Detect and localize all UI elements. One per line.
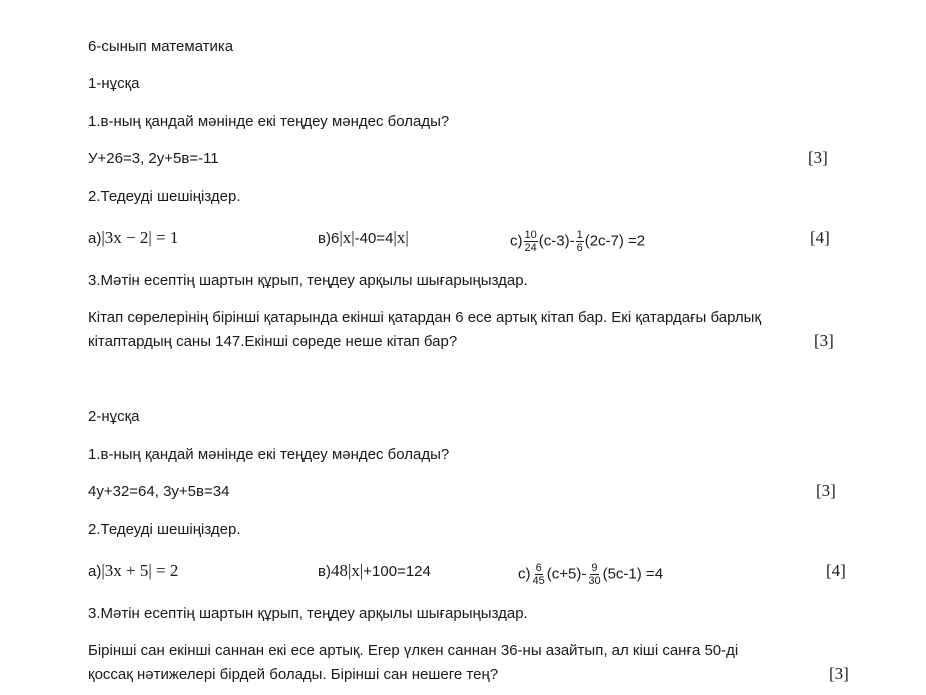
v1-q2-c-middle: (с-3)- (538, 232, 575, 250)
v2-q2-part-b (318, 562, 431, 581)
v1-question-1: 1.в-ның қандай мәнінде екі теңдеу мәндес болады? (88, 113, 450, 130)
variant-2-label: 2-нұсқа (88, 408, 140, 425)
v2-q2-a-expression: |3x + 5| = 2 (101, 561, 179, 580)
v2-q2-c-middle: (с+5)- (546, 565, 587, 583)
v1-q2-c-fraction-2 (576, 229, 584, 254)
v1-q1-equations: У+26=3, 2у+5в=-11 (88, 150, 219, 167)
v1-q1-score: [3] (808, 148, 828, 167)
v1-q2-b-abs-2: |x| (393, 228, 409, 247)
v2-q2-part-a (88, 562, 178, 581)
v2-q2-b-prefix: в) (318, 563, 331, 580)
v1-question-3: 3.Мәтін есептің шартын құрып, теңдеу арқылы шығарыңыздар. (88, 272, 528, 289)
v1-q2-c-prefix: с) (510, 232, 523, 250)
v2-q2-c-end: (5с-1) =4 (602, 565, 664, 583)
v2-q2-b-end: +100=124 (363, 563, 431, 580)
fraction-denominator: 6 (576, 242, 583, 254)
v1-q2-b-middle: -40=4 (354, 230, 394, 247)
v1-q2-part-c (510, 229, 645, 254)
v2-q1-equations: 4у+32=64, 3у+5в=34 (88, 483, 230, 500)
v1-q2-part-b (318, 229, 409, 248)
v1-q2-c-fraction-1 (524, 229, 538, 254)
v1-q3-problem-line-1: Кітап сөрелерінің бірінші қатарында екінші қатардан 6 есе артық кітап бар. Екі қатардағы барлық (88, 309, 762, 326)
v2-question-2: 2.Тедеуді шешіңіздер. (88, 521, 241, 538)
fraction-denominator: 30 (588, 575, 601, 587)
v2-question-1: 1.в-ның қандай мәнінде екі теңдеу мәндес болады? (88, 446, 450, 463)
v2-q1-score: [3] (816, 481, 836, 500)
v1-q2-part-a (88, 229, 178, 248)
document-title: 6-сынып математика (88, 38, 234, 55)
v1-q2-a-expression: |3x − 2| = 1 (101, 228, 179, 247)
v2-q2-c-prefix: с) (518, 565, 531, 583)
v2-q2-c-fraction-2 (587, 562, 601, 587)
v2-q3-score: [3] (829, 664, 849, 683)
fraction-denominator: 45 (532, 575, 545, 587)
v2-q3-problem-line-1: Бірінші сан екінші саннан екі есе артық. Егер үлкен саннан 36-ны азайтып, ал кіші санға 50-ді (88, 642, 739, 659)
v2-q2-part-c (518, 562, 663, 587)
v1-q3-problem-line-2: кітаптардың саны 147.Екінші сөреде неше кітап бар? (88, 333, 458, 350)
v1-q2-b-abs: |x| (339, 228, 355, 247)
v1-q3-score: [3] (814, 331, 834, 350)
v1-q2-c-end: (2с-7) =2 (584, 232, 646, 250)
v2-q2-c-fraction-1 (532, 562, 546, 587)
fraction-numerator: 6 (535, 562, 542, 574)
fraction-numerator: 10 (524, 229, 537, 241)
fraction-numerator: 1 (576, 229, 583, 241)
v1-q2-a-prefix: а) (88, 230, 102, 247)
v1-q2-score: [4] (810, 228, 830, 247)
v1-question-2: 2.Тедеуді шешіңіздер. (88, 188, 241, 205)
v2-q3-problem-line-2: қоссақ нәтижелері бірдей болады. Бірінші сан нешеге тең? (88, 666, 499, 683)
v1-q2-b-prefix: в)6 (318, 230, 340, 247)
v2-q2-a-prefix: а) (88, 563, 102, 580)
fraction-numerator: 9 (591, 562, 598, 574)
v2-question-3: 3.Мәтін есептің шартын құрып, теңдеу арқылы шығарыңыздар. (88, 605, 528, 622)
fraction-denominator: 24 (524, 242, 537, 254)
v2-q2-b-expression: 48|x| (330, 561, 364, 580)
variant-1-label: 1-нұсқа (88, 75, 140, 92)
v2-q2-score: [4] (826, 561, 846, 580)
